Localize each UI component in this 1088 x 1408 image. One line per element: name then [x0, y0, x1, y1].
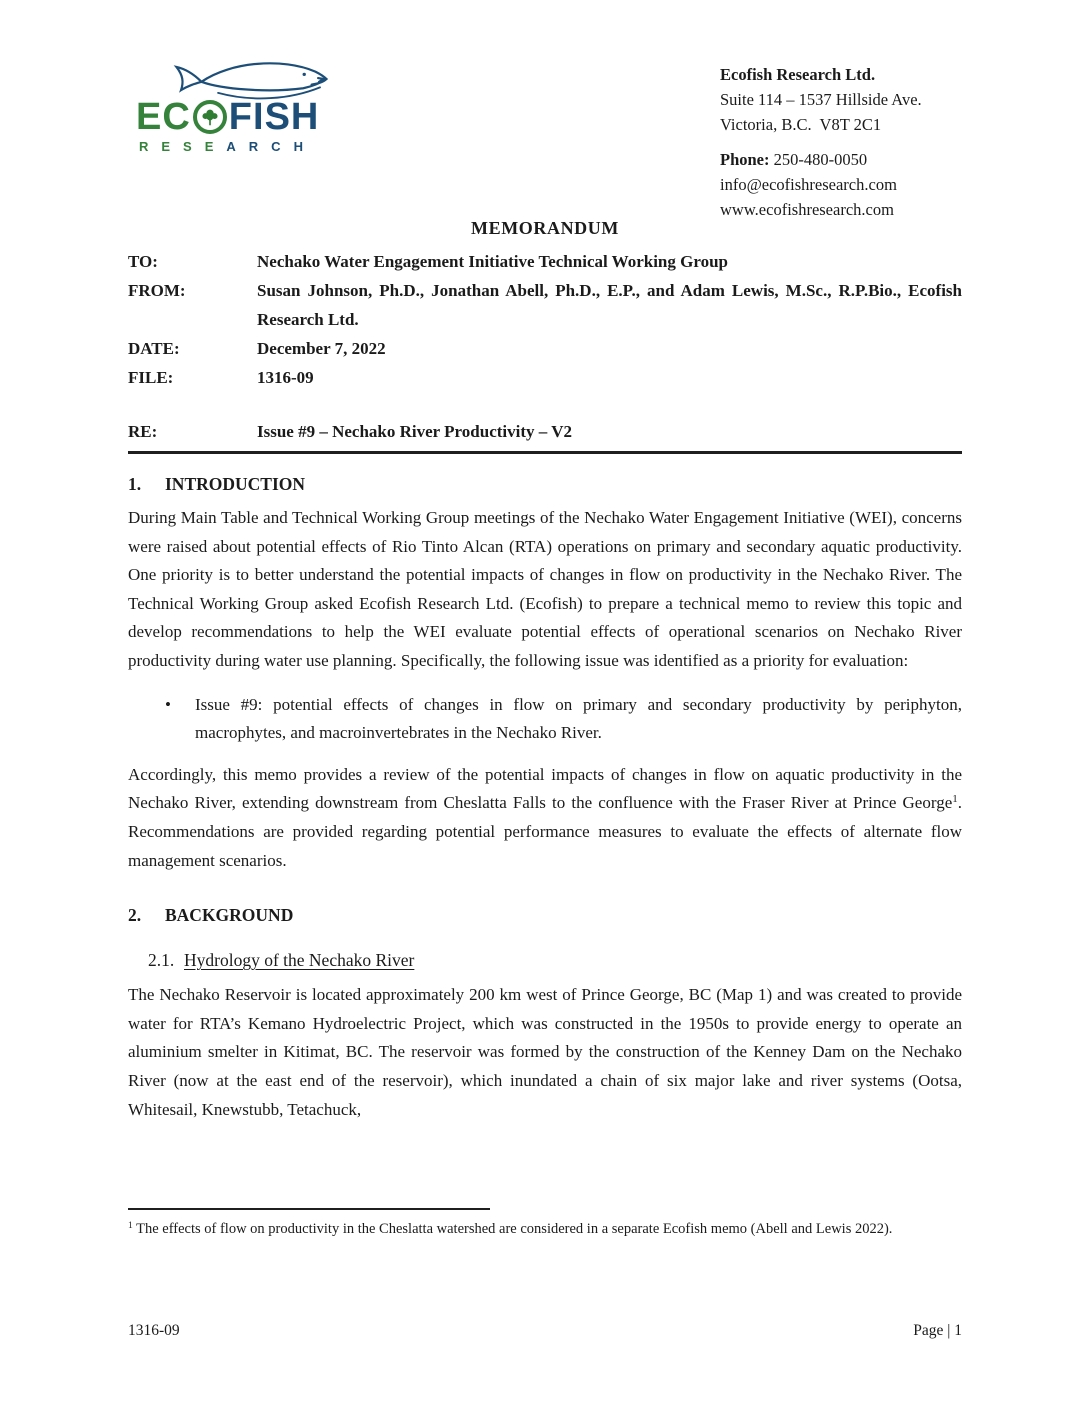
field-to-value: Nechako Water Engagement Initiative Technical Working Group: [257, 252, 729, 271]
field-from-value: Susan Johnson, Ph.D., Jonathan Abell, Ph.D., E.P., and Adam Lewis, M.Sc., R.P.Bio., Ecofish Research Ltd.: [257, 281, 962, 329]
issue-bullet-text: Issue #9: potential effects of changes in flow on primary and secondary productivity by periphyton, macrophytes, and macroinvertebrates in the Nechako River.: [195, 694, 962, 743]
bullet-icon: •: [165, 694, 171, 714]
memo-header-fields: [128, 247, 962, 454]
scope-paragraph-text: Accordingly, this memo provides a review of the potential impacts of changes in flow on aquatic productivity in the Nechako River, extending downstream from Cheslatta Falls to the confluence with the Fraser River at Prince George: [128, 764, 962, 813]
field-to-label: TO:: [128, 252, 158, 271]
field-file-label: FILE:: [128, 368, 174, 387]
field-to: [128, 247, 962, 276]
footnote-block: [128, 1208, 962, 1241]
footnote-body: The effects of flow on productivity in the Cheslatta watershed are considered in a separate Ecofish memo (Abell and Lewis 2022).: [132, 1221, 893, 1237]
website-url: www.ecofishresearch.com: [720, 200, 894, 219]
heading-background-title: BACKGROUND: [165, 905, 294, 926]
heading-hydrology: [148, 950, 962, 971]
field-date-value: December 7, 2022: [257, 339, 386, 358]
memo-body: [128, 218, 962, 1124]
scope-paragraph: [128, 761, 962, 875]
field-re: [128, 417, 962, 454]
footnote-text: [128, 1218, 962, 1241]
heading-introduction: [128, 474, 962, 495]
field-file: [128, 363, 962, 392]
heading-background: [128, 905, 962, 926]
issue-bullet: [128, 691, 962, 748]
email-address: info@ecofishresearch.com: [720, 175, 897, 194]
heading-introduction-number: 1.: [128, 474, 142, 494]
page-footer: [128, 1322, 962, 1340]
company-name: Ecofish Research Ltd.: [720, 65, 876, 84]
phone-label: Phone:: [720, 150, 770, 169]
phone-row: [720, 147, 990, 172]
heading-introduction-title: INTRODUCTION: [165, 474, 306, 494]
field-re-value: Issue #9 – Nechako River Productivity – V2: [257, 422, 572, 441]
hydrology-paragraph: The Nechako Reservoir is located approximately 200 km west of Prince George, BC (Map 1) and was created to provide water for RTA’s Kemano Hydroelectric Project, which was constructed in the 1950s to provide energy to operate an aluminium smelter in Kitimat, BC. The reservoir was formed by the construction of the Kenney Dam on the Nechako River (now at the east end of the reservoir), which inundated a chain of six major lake and river systems (Ootsa, Whitesail, Knewstubb, Tetachuck,: [128, 985, 962, 1119]
tree-icon: [193, 100, 227, 134]
logo-fish-text: FISH: [228, 96, 320, 138]
address-line-2: Victoria, B.C. V8T 2C1: [720, 115, 882, 134]
phone-number: 250-480-0050: [773, 150, 868, 169]
intro-paragraph: During Main Table and Technical Working Group meetings of the Nechako Water Engagement Initiative (WEI), concerns were raised about potential effects of Rio Tinto Alcan (RTA) operations on primary and secondary aquatic productivity. One priority is to better understand the potential impacts of changes in flow on productivity in the Nechako River. The Technical Working Group asked Ecofish Research Ltd. (Ecofish) to prepare a technical memo to review this topic and develop recommendations to help the WEI evaluate potential effects of operational scenarios on Nechako River productivity during water use planning. Specifically, the following issue was identified as a priority for evaluation:: [128, 508, 962, 670]
heading-background-number: 2.: [128, 905, 142, 926]
field-re-label: RE:: [128, 422, 158, 441]
footer-page-number: Page | 1: [913, 1322, 962, 1339]
address-line-1: Suite 114 – 1537 Hillside Ave.: [720, 90, 922, 109]
footer-file-number: 1316-09: [128, 1322, 180, 1339]
footnote-reference: 1: [952, 793, 958, 806]
footnote-marker: 1: [128, 1221, 133, 1231]
heading-hydrology-title: Hydrology of the Nechako River: [184, 950, 415, 971]
contact-block: [720, 62, 990, 222]
memo-title: MEMORANDUM: [471, 218, 619, 238]
field-date-label: DATE:: [128, 339, 180, 358]
ecofish-logo: [136, 54, 346, 154]
field-from-label: FROM:: [128, 281, 186, 300]
heading-hydrology-number: 2.1.: [148, 950, 175, 971]
logo-wordmark: [136, 98, 346, 136]
field-from: [128, 276, 962, 334]
logo-research-text: RESEARCH: [139, 139, 316, 154]
field-file-value: 1316-09: [257, 368, 314, 387]
footnote-separator: [128, 1208, 490, 1210]
field-date: [128, 334, 962, 363]
scope-paragraph-continued: . Recommendations are provided regarding potential performance measures to evaluate the effects of alternate flow management scenarios.: [128, 793, 962, 870]
logo-ec-text: EC: [136, 96, 191, 138]
